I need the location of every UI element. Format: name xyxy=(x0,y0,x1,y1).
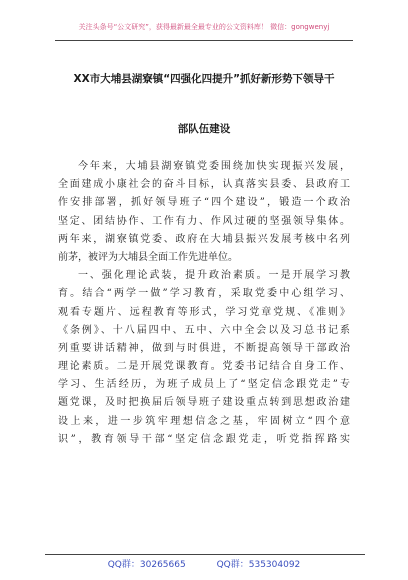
body-line: 列重要讲话精神，做到与时俱进，不断提高领导干部政治 xyxy=(58,342,350,354)
body-line: 《条例》、十八届四中、五中、六中全会以及习总书记系 xyxy=(58,324,350,336)
body-line: 一、强化理论武装，提升政治素质。一是开展学习教 xyxy=(78,270,350,282)
document-body xyxy=(58,158,350,449)
footer-contacts xyxy=(0,557,408,570)
body-line: 设上来，进一步筑牢理想信念之基，牢固树立“四个意 xyxy=(58,415,350,427)
body-line: 前茅，被评为大埔县全面工作先进单位。 xyxy=(58,251,238,263)
body-line: 育。结合“两学一做”学习教育，采取党委中心组学习、 xyxy=(58,288,350,300)
body-line: 学习、生活经历，为班子成员上了“坚定信念跟党走”专 xyxy=(58,379,350,391)
body-line: 今年来，大埔县湖寮镇党委围绕加快实现振兴发展， xyxy=(78,161,350,172)
document-title-line-2: 部队伍建设 xyxy=(177,123,231,135)
body-line: 全面建成小康社会的奋斗目标，认真落实县委、县政府工 xyxy=(58,179,350,191)
qq-group-2: QQ群：535304092 xyxy=(216,560,301,570)
body-line: 题党课，及时把换届后领导班子建设重点转到思想政治建 xyxy=(58,397,350,409)
body-line: 识”，教育领导干部“坚定信念跟党走，听党指挥路实 xyxy=(58,433,350,445)
header-divider xyxy=(55,40,353,41)
footer-divider xyxy=(45,554,365,555)
header-banner: 关注头条号“公文研究”，获得最新最全最专业的公文资料库！ 微信：gongwenyj xyxy=(78,23,330,31)
body-line: 理论素质。二是开展党课教育。党委书记结合自身工作、 xyxy=(58,361,350,373)
body-line: 坚定、团结协作、工作有力、作风过硬的坚强领导集体。 xyxy=(58,215,350,227)
body-line: 观看专题片、远程教育等形式，学习党章党规、《准则》 xyxy=(58,306,350,318)
body-line: 作安排部署，抓好领导班子“四个建设”，锻造一个政治 xyxy=(58,197,350,209)
qq-group-1: QQ群：30265665 xyxy=(107,560,186,570)
document-title-line-1: XX市大埔县湖寮镇“四强化四提升”抓好新形势下领导干 xyxy=(73,73,335,85)
body-line: 两年来，湖寮镇党委、政府在大埔县振兴发展考核中名列 xyxy=(58,233,350,245)
